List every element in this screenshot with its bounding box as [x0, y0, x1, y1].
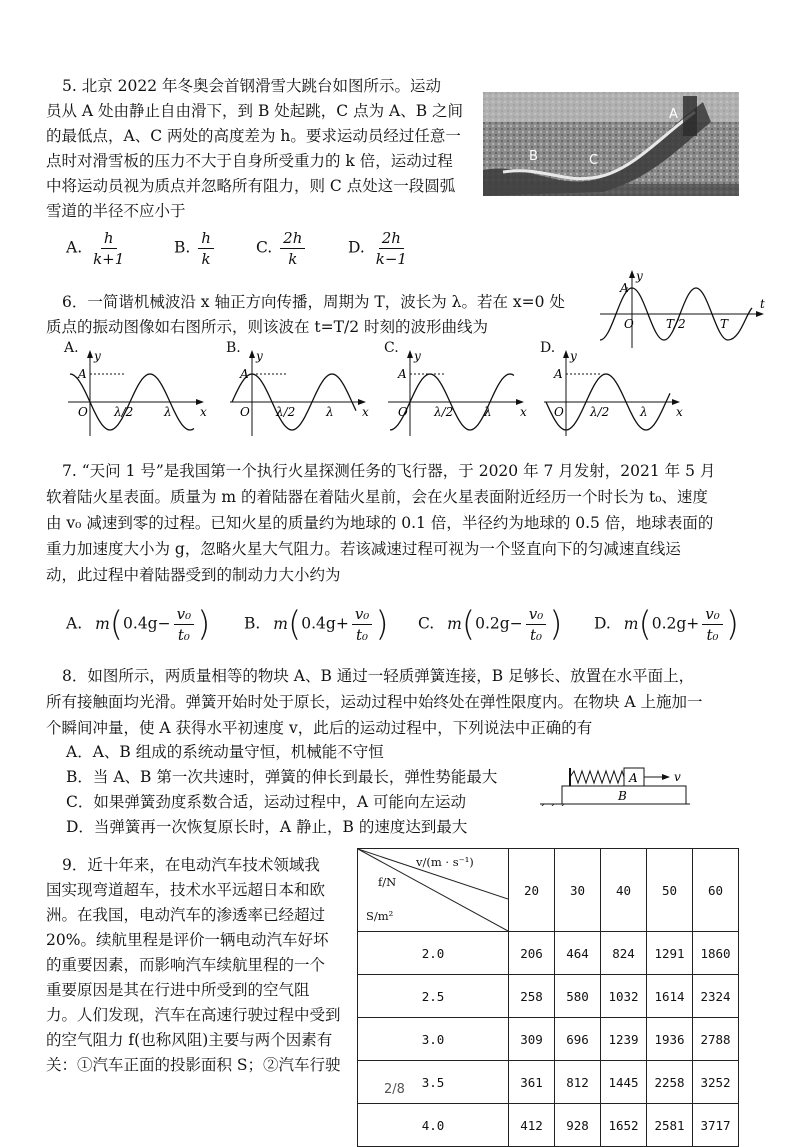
area-cell: 4.0 [358, 1104, 509, 1147]
wave-graph [64, 340, 214, 440]
spring-block-figure [540, 760, 710, 806]
force-cell: 3252 [693, 1061, 739, 1104]
vib-half-label: T/2 [666, 317, 686, 331]
svg-text:λ/2: λ/2 [434, 405, 454, 419]
wave-graph [226, 340, 376, 440]
force-cell: 1614 [647, 975, 693, 1018]
svg-text:A: A [554, 367, 563, 381]
force-cell: 464 [555, 932, 601, 975]
svg-text:A: A [78, 367, 87, 381]
photo-label-a: A [669, 107, 678, 122]
svg-text:λ/2: λ/2 [590, 405, 610, 419]
force-cell: 361 [509, 1061, 555, 1104]
wave-graph [384, 340, 534, 440]
q5-option-b[interactable]: B. $\frac{h}{k}$ [174, 228, 217, 269]
speed-header: 40 [601, 849, 647, 932]
q8-option-a[interactable]: A．A、B 组成的系统动量守恒，机械能不守恒 [66, 743, 384, 761]
q9-line: 国实现弯道超车，技术水平远超日本和欧 [46, 881, 326, 899]
force-cell: 812 [555, 1061, 601, 1104]
svg-text:O: O [398, 405, 408, 419]
force-cell: 2324 [693, 975, 739, 1018]
q6-option-c[interactable] [384, 340, 534, 440]
q6-option-a[interactable] [64, 340, 214, 440]
q5-line: 5. 北京 2022 年冬奥会首钢滑雪大跳台如图所示。运动 [62, 77, 442, 95]
q7-line: 重力加速度大小为 g，忽略火星大气阻力。若该减速过程可视为一个竖直向下的匀减速直线运 [46, 540, 681, 558]
q9-line: 20%。续航里程是评价一辆电动汽车好坏 [46, 931, 329, 949]
vib-y-label: y [636, 269, 643, 283]
area-cell: 2.5 [358, 975, 509, 1018]
block-a-label: A [629, 771, 638, 785]
vib-origin-label: O [624, 317, 634, 331]
corner-v-label: v/(m · s⁻¹) [416, 855, 474, 869]
q5-line: 员从 A 处由静止自由滑下，到 B 处起跳，C 点为 A、B 之间 [46, 102, 464, 120]
area-cell: 3.0 [358, 1018, 509, 1061]
force-cell: 1652 [601, 1104, 647, 1147]
table-header-row [358, 849, 739, 932]
force-cell: 206 [509, 932, 555, 975]
svg-text:O: O [240, 405, 250, 419]
drag-force-table [357, 848, 739, 1147]
q5-option-a[interactable]: A. $\frac{h}{k+1}$ [66, 229, 125, 268]
table-corner-cell [358, 849, 509, 932]
table-row [358, 975, 739, 1018]
svg-text:λ: λ [164, 405, 172, 419]
svg-text:λ/2: λ/2 [114, 405, 134, 419]
speed-header: 20 [509, 849, 555, 932]
q9-line: 9．近十年来，在电动汽车技术领域我 [62, 856, 320, 874]
q5-line: 中将运动员视为质点并忽略所有阻力，则 C 点处这一段圆弧 [46, 177, 456, 195]
q7-option-a[interactable]: A. m(0.4g− $\frac{\text{v₀}}{\text{t₀}}$ ) [66, 604, 211, 645]
q9-line: 关：①汽车正面的投影面积 S；②汽车行驶 [46, 1056, 341, 1074]
svg-text:y: y [414, 349, 421, 363]
table-row [358, 1018, 739, 1061]
force-cell: 2258 [647, 1061, 693, 1104]
svg-text:A: A [240, 367, 249, 381]
table-row [358, 932, 739, 975]
svg-text:x: x [520, 405, 527, 419]
q8-line: 个瞬间冲量，使 A 获得水平初速度 v，此后的运动过程中，下列说法中正确的有 [46, 719, 593, 737]
block-b-label: B [618, 789, 627, 803]
force-cell: 2788 [693, 1018, 739, 1061]
photo-label-b: B [529, 149, 538, 164]
option-letter: B. [226, 340, 241, 356]
svg-text:x: x [362, 405, 369, 419]
force-cell: 928 [555, 1104, 601, 1147]
svg-text:O: O [554, 405, 564, 419]
force-cell: 258 [509, 975, 555, 1018]
velocity-label: v [674, 770, 681, 784]
q7-line: 软着陆火星表面。质量为 m 的着陆器在着陆火星前，会在火星表面附近经历一个时长为 t₀、速度 [46, 488, 708, 506]
force-cell: 824 [601, 932, 647, 975]
q8-option-c[interactable]: C．如果弹簧劲度系数合适，运动过程中，A 可能向左运动 [66, 793, 466, 811]
force-cell: 1291 [647, 932, 693, 975]
force-cell: 1936 [647, 1018, 693, 1061]
q8-line: 所有接触面均光滑。弹簧开始时处于原长，运动过程中始终处在弹性限度内。在物块 A 上施加一 [46, 693, 703, 711]
q8-option-d[interactable]: D．当弹簧再一次恢复原长时，A 静止，B 的速度达到最大 [66, 818, 468, 836]
vib-period-label: T [720, 317, 729, 331]
force-cell: 2581 [647, 1104, 693, 1147]
q5-line: 雪道的半径不应小于 [46, 202, 186, 220]
svg-text:λ: λ [484, 405, 492, 419]
q5-line: 的最低点，A、C 两处的高度差为 h。要求运动员经过任意一 [46, 127, 461, 145]
q7-option-d[interactable]: D. m(0.2g+ $\frac{\text{v₀}}{\text{t₀}}$ ) [594, 604, 740, 645]
force-cell: 1239 [601, 1018, 647, 1061]
svg-text:O: O [78, 405, 88, 419]
force-cell: 3717 [693, 1104, 739, 1147]
vib-amp-label: A [620, 281, 629, 295]
wave-graph [540, 340, 690, 440]
photo-label-c: C [589, 153, 599, 168]
area-cell: 2.0 [358, 932, 509, 975]
force-cell: 412 [509, 1104, 555, 1147]
page-number: 2/8 [384, 1082, 405, 1097]
force-cell: 309 [509, 1018, 555, 1061]
area-cell: 3.5 [358, 1061, 509, 1104]
force-cell: 1445 [601, 1061, 647, 1104]
q9-line: 的重要因素，而影响汽车续航里程的一个 [46, 956, 326, 974]
q8-option-b[interactable]: B．当 A、B 第一次共速时，弹簧的伸长到最长，弹性势能最大 [66, 768, 498, 786]
option-letter: D. [540, 340, 556, 356]
svg-text:y: y [256, 349, 263, 363]
q6-option-b[interactable] [226, 340, 376, 440]
q9-line: 重要原因是其在行进中所受到的空气阻 [46, 981, 310, 999]
q9-line: 力。人们发现，汽车在高速行驶过程中受到 [46, 1006, 341, 1024]
corner-s-label: S/m² [366, 909, 394, 923]
option-letter: A. [64, 340, 79, 356]
svg-text:x: x [676, 405, 683, 419]
svg-text:x: x [200, 405, 207, 419]
vib-t-label: t [760, 297, 765, 311]
option-letter: C. [384, 340, 399, 356]
ski-jump-photo [483, 92, 739, 196]
svg-text:λ/2: λ/2 [276, 405, 296, 419]
q6-line: 6．一简谐机械波沿 x 轴正方向传播，周期为 T，波长为 λ。若在 x=0 处 [62, 293, 565, 311]
q7-option-c[interactable]: C. m(0.2g− $\frac{\text{v₀}}{\text{t₀}}$ ) [418, 604, 563, 645]
q9-line: 洲。在我国，电动汽车的渗透率已经超过 [46, 906, 326, 924]
q5-line: 点时对滑雪板的压力不大于自身所受重力的 k 倍，运动过程 [46, 152, 453, 170]
force-cell: 580 [555, 975, 601, 1018]
q8-line: 8．如图所示，两质量相等的物块 A、B 通过一轻质弹簧连接，B 足够长、放置在水平面上， [62, 667, 695, 685]
q5-option-c[interactable]: C. $\frac{2h}{k}$ [256, 228, 308, 269]
q6-line: 质点的振动图像如右图所示，则该波在 t=T/2 时刻的波形曲线为 [46, 318, 488, 336]
q5-option-d[interactable]: D. $\frac{2h}{k-1}$ [348, 229, 407, 268]
q7-line: 由 v₀ 减速到零的过程。已知火星的质量约为地球的 0.1 倍，半径约为地球的 0.5 倍，地球表面的 [46, 514, 714, 532]
speed-header: 30 [555, 849, 601, 932]
q7-option-b[interactable]: B. m(0.4g+ $\frac{\text{v₀}}{\text{t₀}}$ ) [244, 604, 389, 645]
q6-option-d[interactable] [540, 340, 690, 440]
speed-header: 50 [647, 849, 693, 932]
force-cell: 696 [555, 1018, 601, 1061]
table-row [358, 1061, 739, 1104]
svg-text:y: y [94, 349, 101, 363]
corner-f-label: f/N [378, 875, 397, 889]
force-cell: 1860 [693, 932, 739, 975]
speed-header: 60 [693, 849, 739, 932]
table-row [358, 1104, 739, 1147]
svg-text:λ: λ [640, 405, 648, 419]
svg-text:λ: λ [326, 405, 334, 419]
q7-line: 动，此过程中着陆器受到的制动力大小约为 [46, 566, 341, 584]
force-cell: 1032 [601, 975, 647, 1018]
svg-text:y: y [570, 349, 577, 363]
svg-text:A: A [398, 367, 407, 381]
q9-line: 的空气阻力 f(也称风阻)主要与两个因素有 [46, 1031, 333, 1049]
q7-line: 7. “天问 1 号”是我国第一个执行火星探测任务的飞行器，于 2020 年 7 月发射，2021 年 5 月 [62, 462, 716, 480]
